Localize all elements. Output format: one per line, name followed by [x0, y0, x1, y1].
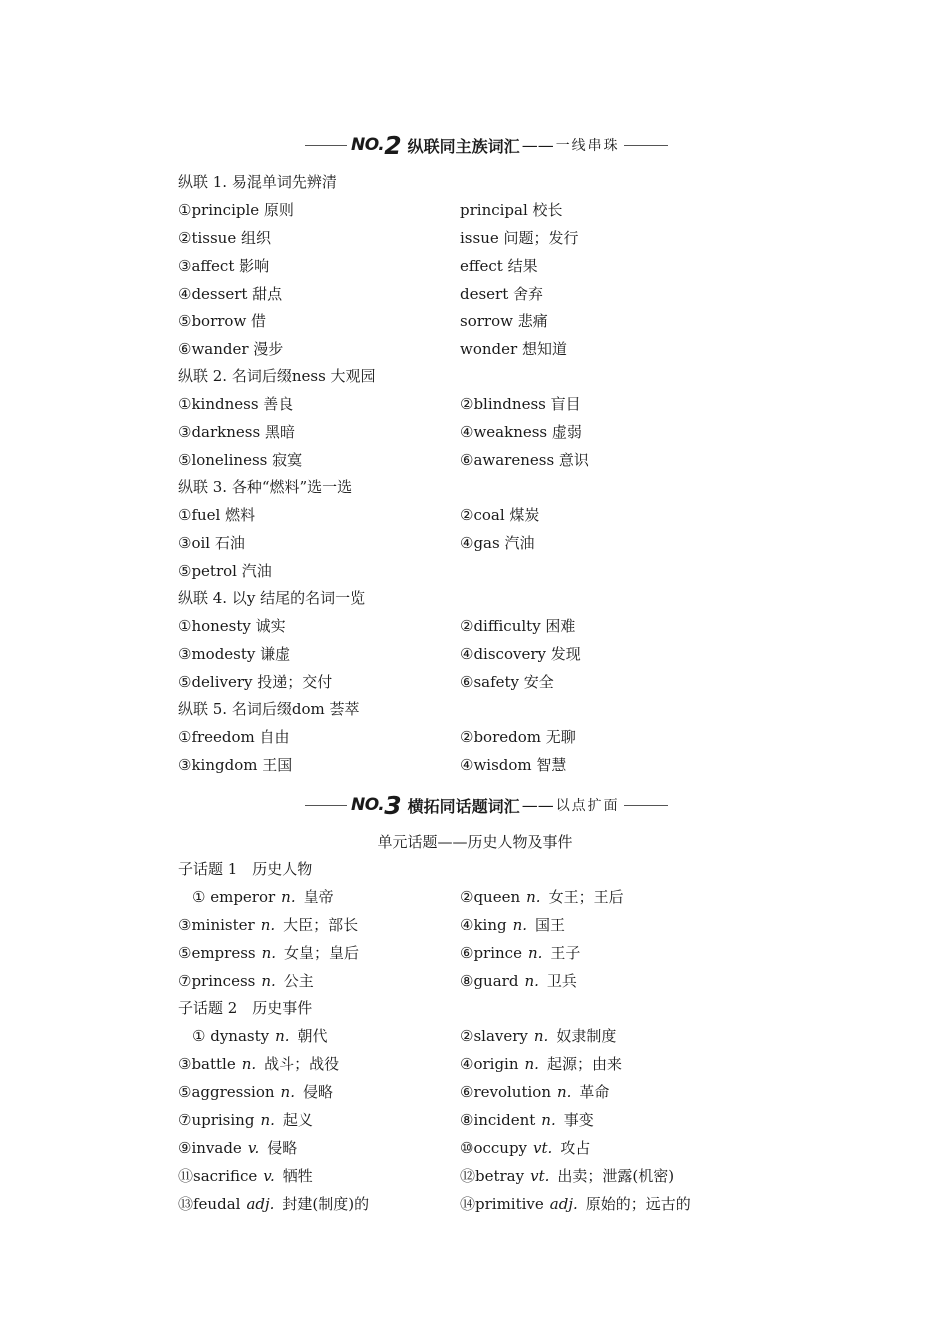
section3-heading — [305, 790, 680, 820]
vocab-entry: ④king n. 国王 — [460, 916, 566, 934]
section3-subtitle: 以点扩面 — [555, 798, 620, 814]
word-entry: ④gas 汽油 — [460, 534, 535, 552]
word-entry: ⑤loneliness 寂寞 — [178, 451, 303, 469]
word-entry: ④discovery 发现 — [460, 645, 581, 663]
word-entry: ①honesty 诚实 — [178, 617, 286, 635]
word-entry: ①freedom 自由 — [178, 728, 290, 746]
heading-rule-left — [305, 145, 347, 146]
section3-no-label: NO. — [351, 795, 385, 815]
section2-no-label: NO. — [351, 135, 385, 155]
word-entry: ②coal 煤炭 — [460, 506, 540, 524]
heading-rule-right — [624, 145, 668, 146]
word-entry: ③modesty 谦虚 — [178, 645, 291, 663]
vocab-entry: ②slavery n. 奴隶制度 — [460, 1027, 617, 1045]
group-title: 纵联 5. 名词后缀dom 荟萃 — [178, 700, 360, 718]
section3-title: 横拓同话题词汇 — [407, 796, 520, 816]
word-entry: ②boredom 无聊 — [460, 728, 576, 746]
word-entry: ③oil 石油 — [178, 534, 245, 552]
vocab-entry: ⑦uprising n. 起义 — [178, 1111, 313, 1129]
vocab-entry: ③battle n. 战斗；战役 — [178, 1055, 340, 1073]
group-title: 纵联 4. 以y 结尾的名词一览 — [178, 589, 366, 607]
word-entry: ③darkness 黑暗 — [178, 423, 295, 441]
section2-number: 2 — [384, 130, 402, 160]
subtopic-title: 子话题 2 历史事件 — [178, 999, 313, 1017]
vocab-entry: ⑦princess n. 公主 — [178, 972, 314, 990]
vocab-entry: ③minister n. 大臣；部长 — [178, 916, 359, 934]
heading-rule-left — [305, 805, 347, 806]
vocab-entry: ① emperor n. 皇帝 — [192, 888, 334, 906]
word-entry: ②tissue 组织 — [178, 229, 271, 247]
word-entry: ⑥wander 漫步 — [178, 340, 284, 358]
word-entry: ③affect 影响 — [178, 257, 270, 275]
vocab-entry: ① dynasty n. 朝代 — [192, 1027, 328, 1045]
unit-topic: 单元话题——历史人物及事件 — [377, 833, 573, 851]
word-entry: ②blindness 盲目 — [460, 395, 581, 413]
subtopic-title: 子话题 1 历史人物 — [178, 860, 313, 878]
word-entry: sorrow 悲痛 — [460, 312, 548, 330]
vocab-entry: ②queen n. 女王；王后 — [460, 888, 624, 906]
word-entry: effect 结果 — [460, 257, 538, 275]
vocab-entry: ⑭primitive adj. 原始的；远古的 — [460, 1195, 691, 1213]
section2-subtitle: 一线串珠 — [555, 138, 620, 154]
vocab-entry: ⑤aggression n. 侵略 — [178, 1083, 333, 1101]
word-entry: ②difficulty 困难 — [460, 617, 576, 635]
section2-title: 纵联同主族词汇 — [407, 136, 520, 156]
heading-rule-right — [624, 805, 668, 806]
word-entry: ④wisdom 智慧 — [460, 756, 567, 774]
word-entry: wonder 想知道 — [460, 340, 567, 358]
word-entry: ①kindness 善良 — [178, 395, 294, 413]
word-entry: ④dessert 甜点 — [178, 285, 283, 303]
vocab-entry: ④origin n. 起源；由来 — [460, 1055, 622, 1073]
word-entry: ③kingdom 王国 — [178, 756, 293, 774]
word-entry: ④weakness 虚弱 — [460, 423, 582, 441]
vocab-entry: ⑩occupy vt. 攻占 — [460, 1139, 591, 1157]
vocab-entry: ⑤empress n. 女皇；皇后 — [178, 944, 360, 962]
vocab-entry: ⑫betray vt. 出卖；泄露(机密) — [460, 1167, 675, 1185]
group-title: 纵联 1. 易混单词先辨清 — [178, 173, 337, 191]
vocab-entry: ⑪sacrifice v. 牺牲 — [178, 1167, 313, 1185]
vocab-entry: ⑬feudal adj. 封建(制度)的 — [178, 1195, 370, 1213]
word-entry: ⑥awareness 意识 — [460, 451, 589, 469]
section3-dash: —— — [521, 795, 554, 815]
word-entry: ⑤petrol 汽油 — [178, 562, 272, 580]
vocab-entry: ⑥revolution n. 革命 — [460, 1083, 610, 1101]
group-title: 纵联 2. 名词后缀ness 大观园 — [178, 367, 376, 385]
word-entry: ①principle 原则 — [178, 201, 294, 219]
word-entry: desert 舍弃 — [460, 285, 544, 303]
section2-heading — [305, 130, 680, 160]
word-entry: principal 校长 — [460, 201, 563, 219]
group-title: 纵联 3. 各种“燃料”选一选 — [178, 478, 353, 496]
vocab-entry: ⑥prince n. 王子 — [460, 944, 581, 962]
word-entry: ①fuel 燃料 — [178, 506, 256, 524]
word-entry: ⑤borrow 借 — [178, 312, 267, 330]
section3-number: 3 — [384, 790, 402, 820]
vocab-entry: ⑧guard n. 卫兵 — [460, 972, 577, 990]
vocab-entry: ⑧incident n. 事变 — [460, 1111, 594, 1129]
word-entry: ⑤delivery 投递；交付 — [178, 673, 333, 691]
vocab-entry: ⑨invade v. 侵略 — [178, 1139, 298, 1157]
word-entry: ⑥safety 安全 — [460, 673, 554, 691]
section2-dash: —— — [521, 135, 554, 155]
word-entry: issue 问题；发行 — [460, 229, 579, 247]
